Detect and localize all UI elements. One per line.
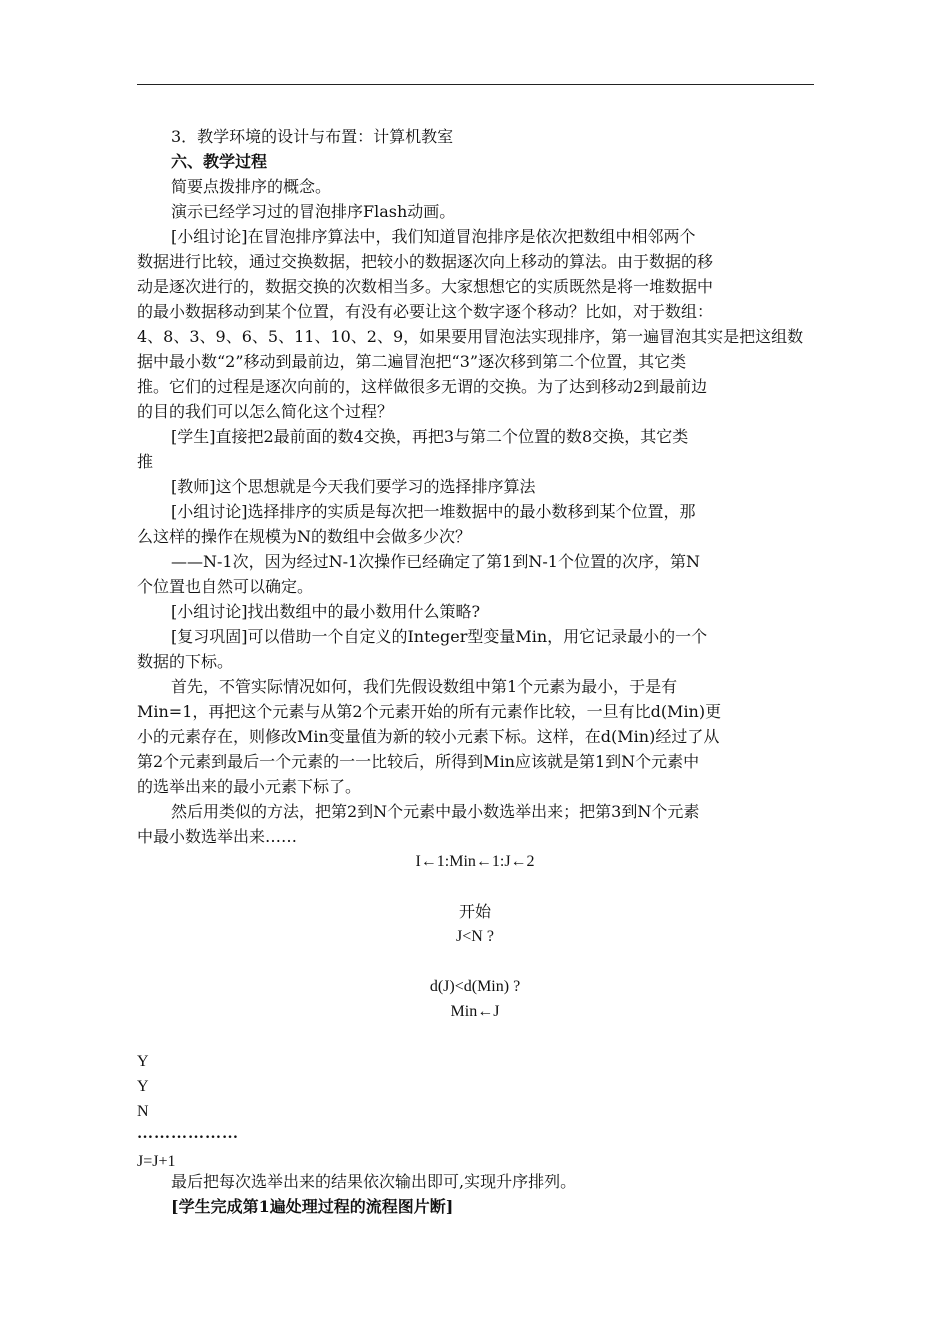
- paragraph-line: 的选举出来的最小元素下标了。: [137, 777, 362, 796]
- paragraph-line: ——N-1次，因为经过N-1次操作已经确定了第1到N-1个位置的次序，第N: [171, 552, 700, 571]
- student-task: [学生完成第1遍处理过程的流程图片断]: [171, 1197, 454, 1216]
- paragraph-line: 的目的我们可以怎么简化这个过程？: [137, 402, 394, 421]
- paragraph-line: [学生]直接把2最前面的数4交换，再把3与第二个位置的数8交换，其它类: [171, 427, 689, 446]
- flow-label-yes: Y: [137, 1053, 149, 1070]
- header-rule: [137, 84, 814, 85]
- paragraph-line: 演示已经学习过的冒泡排序Flash动画。: [171, 202, 456, 221]
- paragraph-line: 简要点拨排序的概念。: [171, 177, 332, 196]
- flow-ellipsis: ………………: [137, 1125, 239, 1142]
- flow-assign-min: Min←J: [450, 1003, 500, 1020]
- paragraph-line: 么这样的操作在规模为N的数组中会做多少次？: [137, 527, 472, 546]
- paragraph-line: 小的元素存在，则修改Min变量值为新的较小元素下标。这样，在d(Min)经过了从: [137, 727, 720, 746]
- paragraph-line: [复习巩固]可以借助一个自定义的Integer型变量Min，用它记录最小的一个: [171, 627, 708, 646]
- flow-label-yes: Y: [137, 1078, 149, 1095]
- paragraph-line: [小组讨论]选择排序的实质是每次把一堆数据中的最小数移到某个位置，那: [171, 502, 696, 521]
- paragraph-line: [教师]这个思想就是今天我们要学习的选择排序算法: [171, 477, 536, 496]
- paragraph-line: [小组讨论]找出数组中的最小数用什么策略?: [171, 602, 481, 621]
- paragraph-line: 首先，不管实际情况如何，我们先假设数组中第1个元素为最小，于是有: [171, 677, 678, 696]
- paragraph-line: 推。它们的过程是逐次向前的，这样做很多无谓的交换。为了达到移动2到最前边: [137, 377, 708, 396]
- paragraph-line: 个位置也自然可以确定。: [137, 577, 314, 596]
- paragraph-line: [小组讨论]在冒泡排序算法中，我们知道冒泡排序是依次把数组中相邻两个: [171, 227, 696, 246]
- paragraph-line: Min=1，再把这个元素与从第2个元素开始的所有元素作比较，一旦有比d(Min)更: [137, 702, 722, 721]
- flow-cond-j-lt-n: J<N ?: [456, 928, 494, 945]
- section-env: 3．教学环境的设计与布置：计算机教室: [171, 127, 454, 146]
- flow-init: I←1:Min←1:J←2: [415, 853, 535, 870]
- paragraph-line: 数据的下标。: [137, 652, 234, 671]
- paragraph-line: 第2个元素到最后一个元素的一一比较后，所得到Min应该就是第1到N个元素中: [137, 752, 700, 771]
- paragraph-line: 推: [137, 452, 154, 471]
- heading-teaching-process: 六、教学过程: [171, 152, 268, 171]
- flow-increment: J=J+1: [137, 1153, 176, 1170]
- paragraph-line: 动是逐次进行的，数据交换的次数相当多。大家想想它的实质既然是将一堆数据中: [137, 277, 714, 296]
- paragraph-line: 然后用类似的方法，把第2到N个元素中最小数选举出来；把第3到N个元素: [171, 802, 700, 821]
- flow-start: 开始: [458, 902, 492, 921]
- paragraph-line: 据中最小数“2”移动到最前边，第二遍冒泡把“3”逐次移到第二个位置，其它类: [137, 352, 687, 371]
- paragraph-line: 4、8、3、9、6、5、11、10、2、9，如果要用冒泡法实现排序，第一遍冒泡其实是把这组数: [137, 327, 804, 346]
- closing-line: 最后把每次选举出来的结果依次输出即可,实现升序排列。: [171, 1172, 577, 1191]
- flow-label-no: N: [137, 1103, 149, 1120]
- paragraph-line: 的最小数据移动到某个位置，有没有必要让这个数字逐个移动？比如，对于数组：: [137, 302, 714, 321]
- paragraph-line: 中最小数选举出来……: [137, 827, 298, 846]
- paragraph-line: 数据进行比较，通过交换数据，把较小的数据逐次向上移动的算法。由于数据的移: [137, 252, 714, 271]
- flow-cond-compare: d(J)<d(Min) ?: [429, 978, 521, 995]
